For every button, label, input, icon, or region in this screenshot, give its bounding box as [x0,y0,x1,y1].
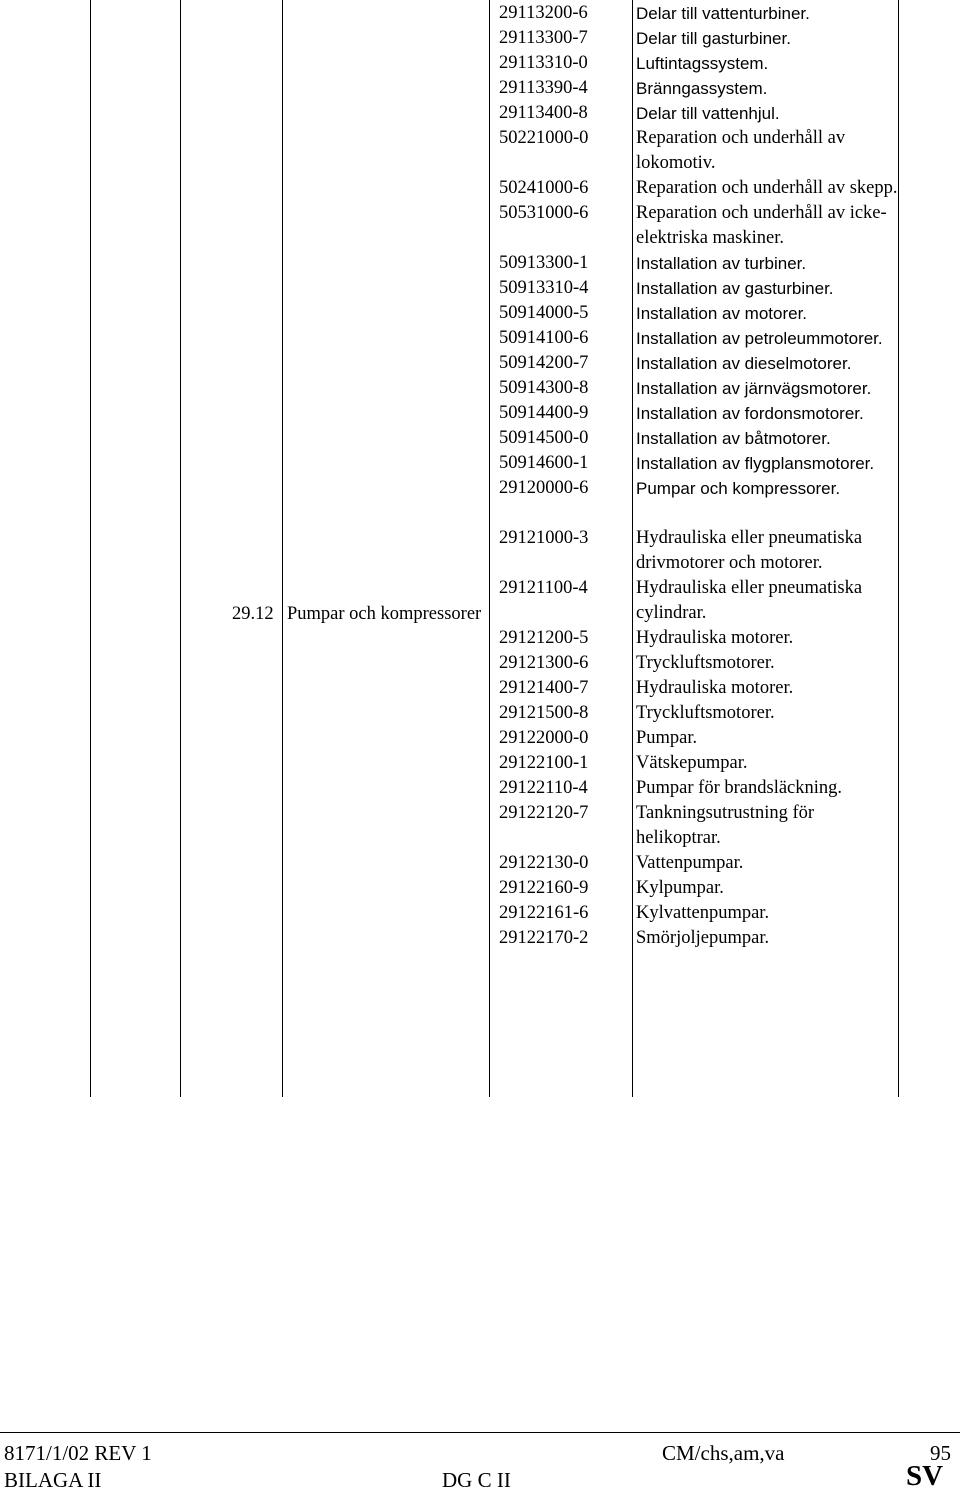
row-description: Installation av turbiner. [636,254,807,273]
row-code: 29122170-2 [499,928,589,948]
table-row [0,876,960,901]
table-row [0,301,960,326]
row-code: 29121100-4 [499,578,588,598]
row-code: 50914300-8 [499,378,589,398]
footer-annex: BILAGA II [4,1468,102,1492]
row-description: Smörjoljepumpar. [636,928,770,948]
row-description: Reparation och underhåll av icke- elektriska maskiner. [636,203,887,248]
row-code: 29113200-6 [499,3,588,23]
row-description: Installation av motorer. [636,304,808,323]
row-description: Hydrauliska motorer. [636,628,794,648]
table-row [0,101,960,126]
row-description: Delar till vattenhjul. [636,104,780,123]
row-description: Installation av fordonsmotorer. [636,404,864,423]
table-row [0,751,960,776]
row-description: Vätskepumpar. [636,753,748,773]
row-description: Delar till vattenturbiner. [636,4,810,23]
table-row [0,201,960,251]
row-code: 50913300-1 [499,253,589,273]
row-description: Installation av gasturbiner. [636,279,834,298]
row-description: Kylpumpar. [636,878,724,898]
row-description: Delar till gasturbiner. [636,29,791,48]
table-row [0,126,960,176]
row-description: Kylvattenpumpar. [636,903,770,923]
row-code: 29121000-3 [499,528,589,548]
row-code: 29121400-7 [499,678,589,698]
table-row [0,901,960,926]
row-code: 29122100-1 [499,753,589,773]
row-code: 50241000-6 [499,178,589,198]
table-row [0,726,960,751]
row-description: Tryckluftsmotorer. [636,703,775,723]
table-row [0,576,960,626]
row-description: Installation av järnvägsmotorer. [636,379,872,398]
table-row [0,926,960,951]
row-description: Pumpar och kompressorer. [636,479,841,498]
table-row [0,326,960,351]
row-code: 29122110-4 [499,778,588,798]
table-row [0,476,960,501]
table-row [0,251,960,276]
footer-doc-ref: 8171/1/02 REV 1 [4,1441,152,1465]
row-code: 50914000-5 [499,303,589,323]
row-code: 29113400-8 [499,103,588,123]
table-row [0,451,960,476]
table-row [0,851,960,876]
row-description: Installation av båtmotorer. [636,429,831,448]
row-code: 50221000-0 [499,128,589,148]
row-code: 50914500-0 [499,428,589,448]
table-row [0,351,960,376]
row-description: Bränngassystem. [636,79,768,98]
row-code: 29120000-6 [499,478,589,498]
row-code: 50914400-9 [499,403,589,423]
row-code: 29122000-0 [499,728,589,748]
row-code: 29122120-7 [499,803,589,823]
row-code: 29122161-6 [499,903,589,923]
row-description: Luftintagssystem. [636,54,769,73]
table-row [0,51,960,76]
footer-dg: DG C II [442,1468,511,1492]
row-code: 29113390-4 [499,78,588,98]
section-number: 29.12 [232,604,274,624]
table-row [0,526,960,576]
row-code: 29122160-9 [499,878,589,898]
code-table [0,1,960,951]
table-row [0,76,960,101]
table-row [0,651,960,676]
row-description: Hydrauliska eller pneumatiska cylindrar. [636,578,863,623]
row-code: 29121200-5 [499,628,589,648]
footer-initials: CM/chs,am,va [662,1441,785,1465]
row-code: 29122130-0 [499,853,589,873]
table-row [0,176,960,201]
row-description: Hydrauliska motorer. [636,678,794,698]
row-code: 50914200-7 [499,353,589,373]
table-row [0,376,960,401]
row-code: 29113310-0 [499,53,588,73]
row-code: 50531000-6 [499,203,589,223]
table-row [0,801,960,851]
row-description: Vattenpumpar. [636,853,744,873]
row-code: 29121300-6 [499,653,589,673]
row-description: Installation av dieselmotorer. [636,354,852,373]
row-description: Tankningsutrustning för helikoptrar. [636,803,815,848]
footer-page-number: 95 [930,1441,951,1465]
table-row [0,401,960,426]
table-row [0,276,960,301]
row-description: Pumpar för brandsläckning. [636,778,843,798]
row-code: 50914600-1 [499,453,589,473]
row-description: Reparation och underhåll av lokomotiv. [636,128,846,173]
row-description: Tryckluftsmotorer. [636,653,775,673]
row-description: Installation av flygplansmotorer. [636,454,875,473]
table-row [0,426,960,451]
row-description: Hydrauliska eller pneumatiska drivmotorer och motorer. [636,528,863,573]
table-row [0,776,960,801]
table-row [0,676,960,701]
row-description: Reparation och underhåll av skepp. [636,178,898,198]
row-code: 50914100-6 [499,328,589,348]
row-code: 29113300-7 [499,28,588,48]
footer-rule [0,1432,960,1433]
footer-language: SV [906,1460,944,1492]
table-row [0,1,960,26]
row-code: 50913310-4 [499,278,589,298]
table-row [0,701,960,726]
row-description: Pumpar. [636,728,698,748]
row-description: Installation av petroleummotorer. [636,329,883,348]
table-row [0,626,960,651]
table-row [0,26,960,51]
section-title: Pumpar och kompressorer [287,604,482,624]
row-code: 29121500-8 [499,703,589,723]
